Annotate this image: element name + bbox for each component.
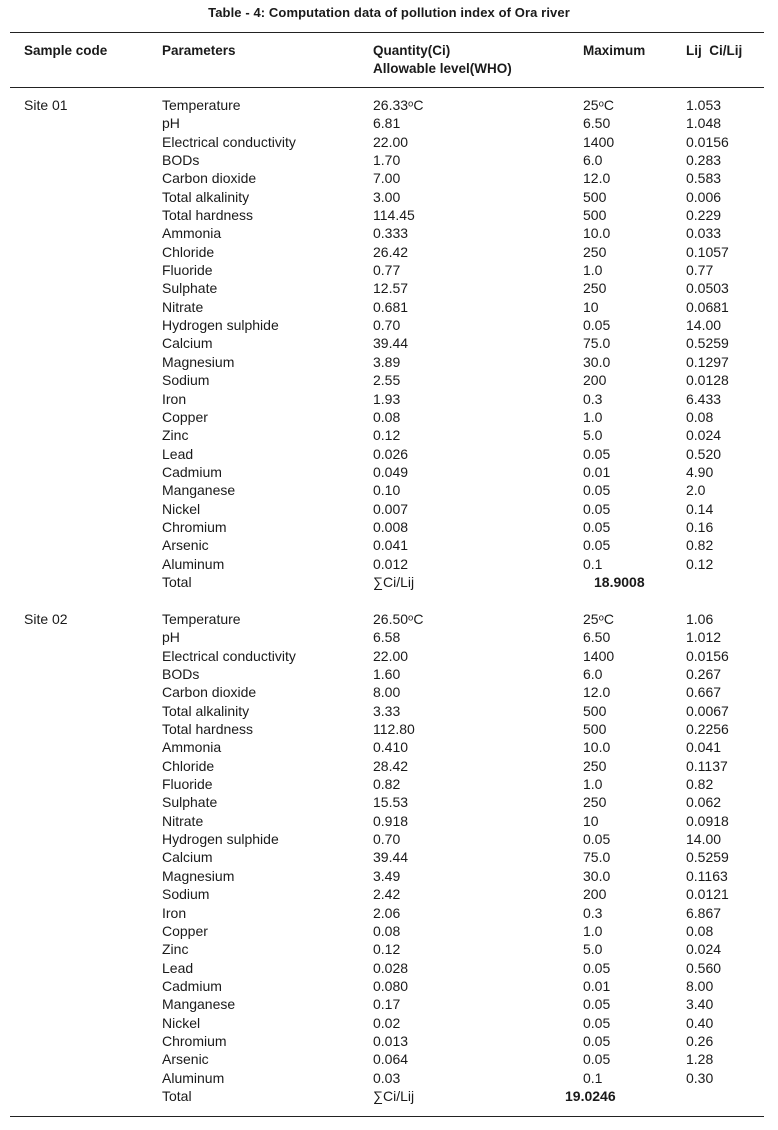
- table-row: [0, 683, 778, 701]
- maximum-cell: 200: [583, 886, 607, 903]
- table-row: [0, 500, 778, 518]
- ratio-cell: 0.520: [686, 445, 722, 462]
- table-row: [0, 224, 778, 242]
- parameter-cell: Carbon dioxide: [162, 170, 257, 187]
- parameter-cell: Sulphate: [162, 794, 218, 811]
- site-section-02: [0, 610, 778, 1105]
- maximum-cell: 25ᵒC: [583, 611, 614, 627]
- quantity-cell: 3.49: [373, 867, 401, 884]
- header-quantity-line1: Quantity(Ci): [373, 43, 451, 58]
- quantity-cell: 0.007: [373, 500, 409, 517]
- table-row: [0, 885, 778, 903]
- quantity-cell: 0.026: [373, 445, 409, 462]
- parameter-cell: Calcium: [162, 335, 213, 352]
- header-lij-ratio: Lij Ci/Lij: [686, 43, 743, 58]
- table-row: [0, 793, 778, 811]
- parameter-cell: Iron: [162, 904, 187, 921]
- parameter-cell: Copper: [162, 922, 208, 939]
- parameter-cell: Ammonia: [162, 739, 222, 756]
- table-row: [0, 610, 778, 628]
- quantity-cell: 0.82: [373, 776, 401, 793]
- table-row: [0, 720, 778, 738]
- quantity-cell: 0.12: [373, 427, 401, 444]
- quantity-cell: 0.013: [373, 1032, 409, 1049]
- quantity-cell: 0.681: [373, 298, 409, 315]
- ratio-cell: 0.667: [686, 684, 722, 701]
- header-quantity: [373, 42, 512, 78]
- table-row: [0, 445, 778, 463]
- quantity-cell: 15.53: [373, 794, 409, 811]
- maximum-cell: 0.01: [583, 977, 611, 994]
- total-formula: ∑Ci/Lij: [373, 573, 415, 590]
- ratio-cell: 0.0067: [686, 702, 729, 719]
- table-row: [0, 390, 778, 408]
- quantity-cell: 0.028: [373, 959, 409, 976]
- parameter-cell: Cadmium: [162, 977, 222, 994]
- site-code: Site 02: [24, 611, 68, 627]
- quantity-cell: 0.10: [373, 482, 401, 499]
- quantity-cell: 28.42: [373, 757, 409, 774]
- quantity-cell: 0.080: [373, 977, 409, 994]
- quantity-cell: 0.333: [373, 225, 409, 242]
- ratio-cell: 1.28: [686, 1051, 714, 1068]
- parameter-cell: pH: [162, 115, 180, 132]
- maximum-cell: 0.01: [583, 463, 611, 480]
- quantity-cell: 0.70: [373, 317, 401, 334]
- parameter-cell: Hydrogen sulphide: [162, 831, 279, 848]
- parameter-cell: Electrical conductivity: [162, 133, 296, 150]
- quantity-cell: 2.42: [373, 886, 401, 903]
- table-row: [0, 353, 778, 371]
- maximum-cell: 12.0: [583, 684, 611, 701]
- ratio-cell: 0.229: [686, 207, 722, 224]
- ratio-cell: 1.048: [686, 115, 722, 132]
- ratio-cell: 0.024: [686, 941, 722, 958]
- quantity-cell: 0.049: [373, 463, 409, 480]
- quantity-cell: 26.50ᵒC: [373, 611, 424, 627]
- parameter-cell: Total alkalinity: [162, 188, 250, 205]
- quantity-cell: 1.93: [373, 390, 401, 407]
- table-row: [0, 1032, 778, 1050]
- parameter-cell: Hydrogen sulphide: [162, 317, 279, 334]
- ratio-cell: 0.024: [686, 427, 722, 444]
- quantity-cell: 1.70: [373, 152, 401, 169]
- quantity-cell: 0.012: [373, 555, 409, 572]
- maximum-cell: 250: [583, 243, 607, 260]
- table-row: [0, 298, 778, 316]
- maximum-cell: 1400: [583, 133, 615, 150]
- maximum-cell: 0.05: [583, 996, 611, 1013]
- parameter-cell: Aluminum: [162, 1069, 225, 1086]
- maximum-cell: 0.05: [583, 317, 611, 334]
- maximum-cell: 75.0: [583, 849, 611, 866]
- ratio-cell: 0.5259: [686, 335, 729, 352]
- parameter-cell: Temperature: [162, 97, 241, 113]
- maximum-cell: 0.1: [583, 555, 603, 572]
- ratio-cell: 0.26: [686, 1032, 714, 1049]
- table-row: [0, 977, 778, 995]
- parameter-cell: pH: [162, 629, 180, 646]
- parameter-cell: Cadmium: [162, 463, 222, 480]
- ratio-cell: 0.062: [686, 794, 722, 811]
- table-row: [0, 188, 778, 206]
- maximum-cell: 0.3: [583, 390, 603, 407]
- ratio-cell: 14.00: [686, 831, 722, 848]
- maximum-cell: 1.0: [583, 922, 603, 939]
- table-row: [0, 334, 778, 352]
- ratio-cell: 0.1137: [686, 757, 728, 774]
- maximum-cell: 6.0: [583, 152, 603, 169]
- parameter-cell: Arsenic: [162, 1051, 209, 1068]
- header-maximum: Maximum: [583, 43, 646, 58]
- table-row: [0, 316, 778, 334]
- ratio-cell: 14.00: [686, 317, 722, 334]
- quantity-cell: 7.00: [373, 170, 401, 187]
- maximum-cell: 1.0: [583, 776, 603, 793]
- parameter-cell: Zinc: [162, 941, 189, 958]
- maximum-cell: 200: [583, 372, 607, 389]
- parameter-cell: Sodium: [162, 372, 210, 389]
- table-row: [0, 481, 778, 499]
- maximum-cell: 500: [583, 188, 607, 205]
- parameter-cell: Manganese: [162, 996, 236, 1013]
- parameter-cell: Sodium: [162, 886, 210, 903]
- maximum-cell: 6.0: [583, 666, 603, 683]
- parameter-cell: Zinc: [162, 427, 189, 444]
- maximum-cell: 0.05: [583, 831, 611, 848]
- parameter-cell: Total hardness: [162, 721, 254, 738]
- table-row: [0, 1014, 778, 1032]
- ratio-cell: 0.0918: [686, 812, 729, 829]
- ratio-cell: 0.0681: [686, 298, 729, 315]
- table-row: [0, 922, 778, 940]
- ratio-cell: 0.0156: [686, 133, 729, 150]
- site-code: Site 01: [24, 97, 68, 113]
- parameter-cell: Nitrate: [162, 812, 204, 829]
- maximum-cell: 0.05: [583, 500, 611, 517]
- total-row: [0, 1087, 778, 1105]
- table-row: [0, 867, 778, 885]
- ratio-cell: 3.40: [686, 996, 714, 1013]
- maximum-cell: 0.05: [583, 445, 611, 462]
- parameter-cell: Chloride: [162, 243, 215, 260]
- parameter-cell: Lead: [162, 445, 194, 462]
- maximum-cell: 0.05: [583, 537, 611, 554]
- parameter-cell: Lead: [162, 959, 194, 976]
- ratio-cell: 4.90: [686, 463, 714, 480]
- maximum-cell: 0.05: [583, 1032, 611, 1049]
- ratio-cell: 2.0: [686, 482, 706, 499]
- ratio-cell: 0.1297: [686, 353, 729, 370]
- quantity-cell: 6.58: [373, 629, 401, 646]
- bottom-rule: [10, 1116, 764, 1117]
- ratio-cell: 0.267: [686, 666, 722, 683]
- maximum-cell: 250: [583, 794, 607, 811]
- parameter-cell: Chromium: [162, 518, 227, 535]
- quantity-cell: 112.80: [373, 721, 415, 738]
- quantity-cell: 0.12: [373, 941, 401, 958]
- total-row: [0, 573, 778, 591]
- total-label: Total: [162, 573, 192, 590]
- ratio-cell: 1.012: [686, 629, 722, 646]
- quantity-cell: 22.00: [373, 647, 409, 664]
- ratio-cell: 0.0128: [686, 372, 729, 389]
- table-row: [0, 261, 778, 279]
- ratio-cell: 0.5259: [686, 849, 729, 866]
- maximum-cell: 1.0: [583, 262, 603, 279]
- maximum-cell: 1.0: [583, 408, 603, 425]
- quantity-cell: 26.33ᵒC: [373, 97, 424, 113]
- table-row: [0, 775, 778, 793]
- quantity-cell: 0.064: [373, 1051, 409, 1068]
- maximum-cell: 10.0: [583, 739, 611, 756]
- table-row: [0, 738, 778, 756]
- quantity-cell: 22.00: [373, 133, 409, 150]
- ratio-cell: 0.14: [686, 500, 714, 517]
- table-row: [0, 536, 778, 554]
- parameter-cell: Total alkalinity: [162, 702, 250, 719]
- maximum-cell: 0.1: [583, 1069, 603, 1086]
- quantity-cell: 2.55: [373, 372, 401, 389]
- header-quantity-line2: Allowable level(WHO): [373, 61, 512, 76]
- header-parameters: Parameters: [162, 43, 236, 58]
- quantity-cell: 3.89: [373, 353, 401, 370]
- table-row: [0, 959, 778, 977]
- table-row: [0, 169, 778, 187]
- table-row: [0, 243, 778, 261]
- header-rule: [10, 87, 764, 88]
- table-row: [0, 133, 778, 151]
- maximum-cell: 25ᵒC: [583, 97, 614, 113]
- parameter-cell: Nickel: [162, 1014, 201, 1031]
- maximum-cell: 10.0: [583, 225, 611, 242]
- parameter-cell: Calcium: [162, 849, 213, 866]
- table-row: [0, 371, 778, 389]
- parameter-cell: Chloride: [162, 757, 215, 774]
- ratio-cell: 0.006: [686, 188, 722, 205]
- ratio-cell: 0.40: [686, 1014, 714, 1031]
- parameter-cell: Ammonia: [162, 225, 222, 242]
- quantity-cell: 0.041: [373, 537, 409, 554]
- header-sample-code: Sample code: [24, 43, 108, 58]
- parameter-cell: Fluoride: [162, 776, 213, 793]
- table-row: [0, 995, 778, 1013]
- table-row: [0, 830, 778, 848]
- parameter-cell: Manganese: [162, 482, 236, 499]
- table-row: [0, 812, 778, 830]
- quantity-cell: 114.45: [373, 207, 415, 224]
- ratio-cell: 0.77: [686, 262, 714, 279]
- table-row: [0, 647, 778, 665]
- quantity-cell: 0.08: [373, 408, 401, 425]
- quantity-cell: 0.17: [373, 996, 401, 1013]
- quantity-cell: 1.60: [373, 666, 401, 683]
- parameter-cell: Nitrate: [162, 298, 204, 315]
- table-row: [0, 96, 778, 114]
- maximum-cell: 6.50: [583, 629, 611, 646]
- maximum-cell: 500: [583, 207, 607, 224]
- ratio-cell: 0.583: [686, 170, 722, 187]
- quantity-cell: 0.02: [373, 1014, 401, 1031]
- table-row: [0, 757, 778, 775]
- ratio-cell: 0.0156: [686, 647, 729, 664]
- total-label: Total: [162, 1087, 192, 1104]
- table-row: [0, 426, 778, 444]
- table-row: [0, 279, 778, 297]
- ratio-cell: 0.1057: [686, 243, 729, 260]
- parameter-cell: Chromium: [162, 1032, 227, 1049]
- top-rule: [10, 32, 764, 33]
- quantity-cell: 0.03: [373, 1069, 401, 1086]
- ratio-cell: 1.06: [686, 611, 714, 627]
- quantity-cell: 12.57: [373, 280, 409, 297]
- maximum-cell: 500: [583, 702, 607, 719]
- quantity-cell: 0.918: [373, 812, 409, 829]
- quantity-cell: 0.70: [373, 831, 401, 848]
- maximum-cell: 500: [583, 721, 607, 738]
- ratio-cell: 0.08: [686, 408, 714, 425]
- ratio-cell: 6.433: [686, 390, 722, 407]
- table-row: [0, 206, 778, 224]
- maximum-cell: 5.0: [583, 941, 603, 958]
- maximum-cell: 10: [583, 298, 599, 315]
- quantity-cell: 0.77: [373, 262, 401, 279]
- ratio-cell: 6.867: [686, 904, 722, 921]
- quantity-cell: 3.33: [373, 702, 401, 719]
- parameter-cell: BODs: [162, 152, 200, 169]
- maximum-cell: 5.0: [583, 427, 603, 444]
- table-row: [0, 1050, 778, 1068]
- quantity-cell: 26.42: [373, 243, 409, 260]
- maximum-cell: 0.3: [583, 904, 603, 921]
- maximum-cell: 250: [583, 280, 607, 297]
- total-value: 18.9008: [594, 573, 645, 590]
- quantity-cell: 39.44: [373, 335, 409, 352]
- maximum-cell: 75.0: [583, 335, 611, 352]
- parameter-cell: Carbon dioxide: [162, 684, 257, 701]
- table-row: [0, 518, 778, 536]
- ratio-cell: 0.08: [686, 922, 714, 939]
- ratio-cell: 0.82: [686, 537, 714, 554]
- table-row: [0, 1069, 778, 1087]
- table-row: [0, 408, 778, 426]
- quantity-cell: 0.008: [373, 518, 409, 535]
- maximum-cell: 10: [583, 812, 599, 829]
- ratio-cell: 0.560: [686, 959, 722, 976]
- ratio-cell: 0.033: [686, 225, 722, 242]
- maximum-cell: 30.0: [583, 353, 611, 370]
- parameter-cell: Total hardness: [162, 207, 254, 224]
- ratio-cell: 0.16: [686, 518, 714, 535]
- quantity-cell: 3.00: [373, 188, 401, 205]
- maximum-cell: 6.50: [583, 115, 611, 132]
- ratio-cell: 0.82: [686, 776, 714, 793]
- ratio-cell: 0.041: [686, 739, 722, 756]
- table-row: [0, 848, 778, 866]
- maximum-cell: 0.05: [583, 1014, 611, 1031]
- ratio-cell: 0.0503: [686, 280, 729, 297]
- table-title: Table - 4: Computation data of pollution index of Ora river: [208, 5, 570, 20]
- ratio-cell: 0.0121: [686, 886, 729, 903]
- table-row: [0, 151, 778, 169]
- ratio-cell: 0.283: [686, 152, 722, 169]
- parameter-cell: Iron: [162, 390, 187, 407]
- parameter-cell: Nickel: [162, 500, 201, 517]
- quantity-cell: 2.06: [373, 904, 401, 921]
- quantity-cell: 0.410: [373, 739, 409, 756]
- table-row: [0, 463, 778, 481]
- parameter-cell: Sulphate: [162, 280, 218, 297]
- quantity-cell: 39.44: [373, 849, 409, 866]
- maximum-cell: 1400: [583, 647, 615, 664]
- maximum-cell: 0.05: [583, 518, 611, 535]
- maximum-cell: 250: [583, 757, 607, 774]
- ratio-cell: 0.1163: [686, 867, 728, 884]
- ratio-cell: 0.30: [686, 1069, 714, 1086]
- parameter-cell: Magnesium: [162, 353, 235, 370]
- parameter-cell: Magnesium: [162, 867, 235, 884]
- ratio-cell: 8.00: [686, 977, 714, 994]
- table-row: [0, 702, 778, 720]
- maximum-cell: 0.05: [583, 959, 611, 976]
- quantity-cell: 0.08: [373, 922, 401, 939]
- parameter-cell: Arsenic: [162, 537, 209, 554]
- quantity-cell: 6.81: [373, 115, 401, 132]
- ratio-cell: 0.12: [686, 555, 714, 572]
- maximum-cell: 0.05: [583, 482, 611, 499]
- table-row: [0, 665, 778, 683]
- maximum-cell: 0.05: [583, 1051, 611, 1068]
- table-row: [0, 628, 778, 646]
- parameter-cell: Fluoride: [162, 262, 213, 279]
- total-value: 19.0246: [565, 1087, 616, 1104]
- ratio-cell: 0.2256: [686, 721, 729, 738]
- table-row: [0, 114, 778, 132]
- parameter-cell: Aluminum: [162, 555, 225, 572]
- table-row: [0, 904, 778, 922]
- total-formula: ∑Ci/Lij: [373, 1087, 415, 1104]
- table-row: [0, 940, 778, 958]
- parameter-cell: Temperature: [162, 611, 241, 627]
- maximum-cell: 30.0: [583, 867, 611, 884]
- maximum-cell: 12.0: [583, 170, 611, 187]
- parameter-cell: Electrical conductivity: [162, 647, 296, 664]
- site-section-01: [0, 96, 778, 591]
- parameter-cell: BODs: [162, 666, 200, 683]
- quantity-cell: 8.00: [373, 684, 401, 701]
- ratio-cell: 1.053: [686, 97, 722, 113]
- table-row: [0, 555, 778, 573]
- parameter-cell: Copper: [162, 408, 208, 425]
